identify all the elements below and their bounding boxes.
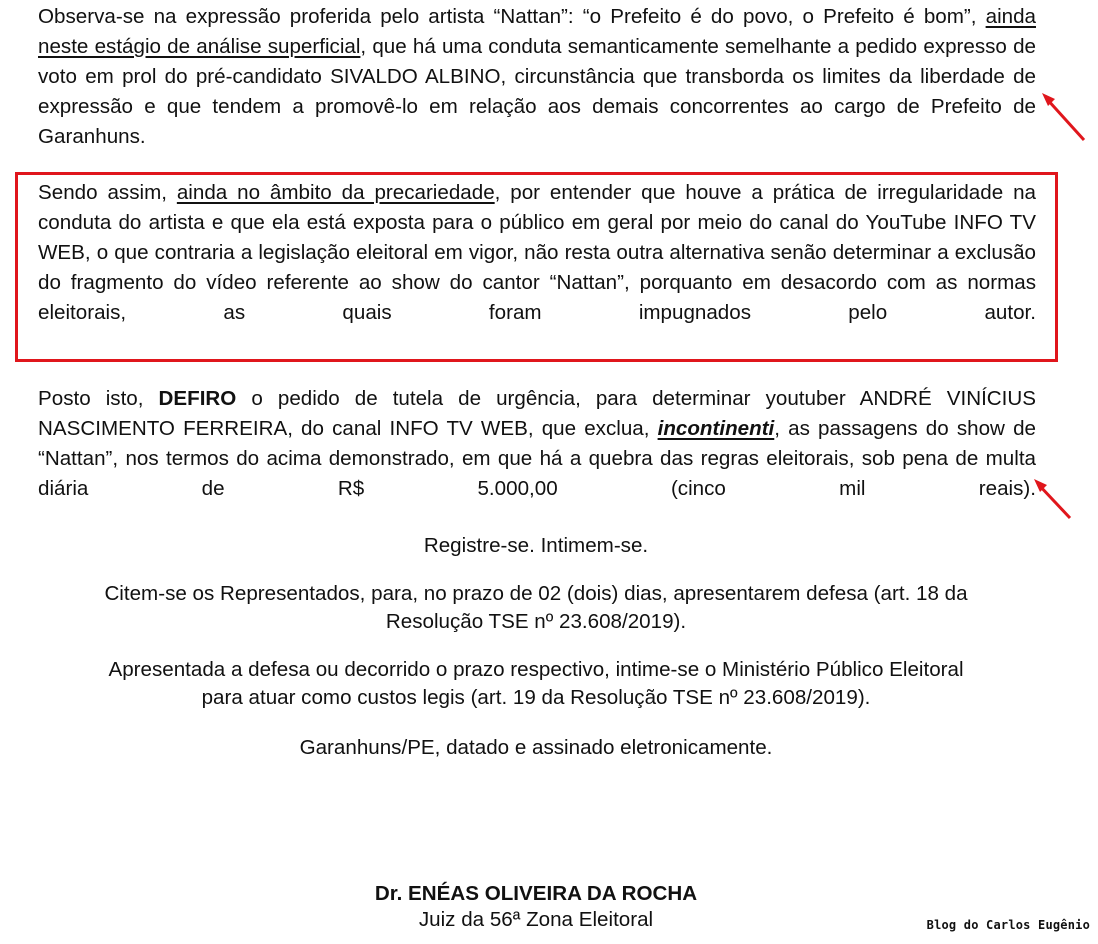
citem-paragraph: [0, 580, 1072, 636]
paragraph-text: , as passagens do show de “Nattan”, nos termos do acima demonstrado, em que há a quebra das regras eleitorais, sob pena de multa diária de R$ 5.000,00 (cinco mil reais).: [38, 417, 1036, 500]
underlined-phrase: ainda no âmbito da precariedade: [176, 181, 495, 204]
bold-term: DEFIRO: [158, 387, 237, 410]
paragraph-text: o pedido de tutela de urgência, para determinar youtuber ANDRÉ VINÍCIUS NASCIMENTO FERREIRA, do canal INFO TV WEB, que exclua,: [38, 387, 1036, 440]
citem-line-1: Citem-se os Representados, para, no prazo de 02 (dois) dias, apresentarem defesa (art. 18 da: [104, 582, 968, 605]
red-arrow-icon: [1028, 474, 1078, 524]
paragraph-observa: [38, 2, 1036, 182]
place-date-line: Garanhuns/PE, datado e assinado eletronicamente.: [299, 736, 773, 759]
signatory-role: Juiz da 56ª Zona Eleitoral: [418, 908, 654, 931]
paragraph-text: , que há uma conduta semanticamente semelhante a pedido expresso de voto em prol do pré-candidato SIVALDO ALBINO, circunstância que transborda os limites da liberdade de expressão e que tendem a promovê-lo em relação aos demais concorrentes ao cargo de Prefeito de Garanhuns.: [38, 35, 1036, 148]
paragraph-text: Sendo assim,: [38, 181, 177, 204]
registre-line: Registre-se. Intimem-se.: [423, 534, 649, 557]
paragraph-posto-isto: [38, 384, 1036, 534]
underlined-phrase: ainda neste estágio de análise superficial: [38, 5, 1036, 58]
signatory-name: Dr. ENÉAS OLIVEIRA DA ROCHA: [374, 882, 698, 905]
red-arrow-icon: [1036, 88, 1092, 146]
apresentada-paragraph: [0, 656, 1072, 712]
paragraph-sendo-assim: [38, 178, 1036, 358]
emphasis-term: incontinenti: [657, 417, 775, 440]
citem-line-2: Resolução TSE nº 23.608/2019).: [385, 610, 687, 633]
apresentada-line-2: para atuar como custos legis (art. 19 da Resolução TSE nº 23.608/2019).: [201, 686, 871, 709]
blog-watermark: Blog do Carlos Eugênio: [926, 918, 1090, 932]
paragraph-text: , por entender que houve a prática de irregularidade na conduta do artista e que ela está exposta para o público em geral por meio do canal do YouTube INFO TV WEB, o que contraria a legislação eleitoral em vigor, não resta outra alternativa senão determinar a exclusão do fragmento do vídeo referente ao show do cantor “Nattan”, porquanto em desacordo com as normas eleitorais, as quais foram impugnados pelo autor.: [38, 181, 1036, 324]
paragraph-text: Observa-se na expressão proferida pelo artista “Nattan”: “o Prefeito é do povo, o Prefeito é bom”,: [38, 5, 986, 28]
apresentada-line-1: Apresentada a defesa ou decorrido o prazo respectivo, intime-se o Ministério Público Eleitoral: [108, 658, 964, 681]
paragraph-text: Posto isto,: [38, 387, 159, 410]
